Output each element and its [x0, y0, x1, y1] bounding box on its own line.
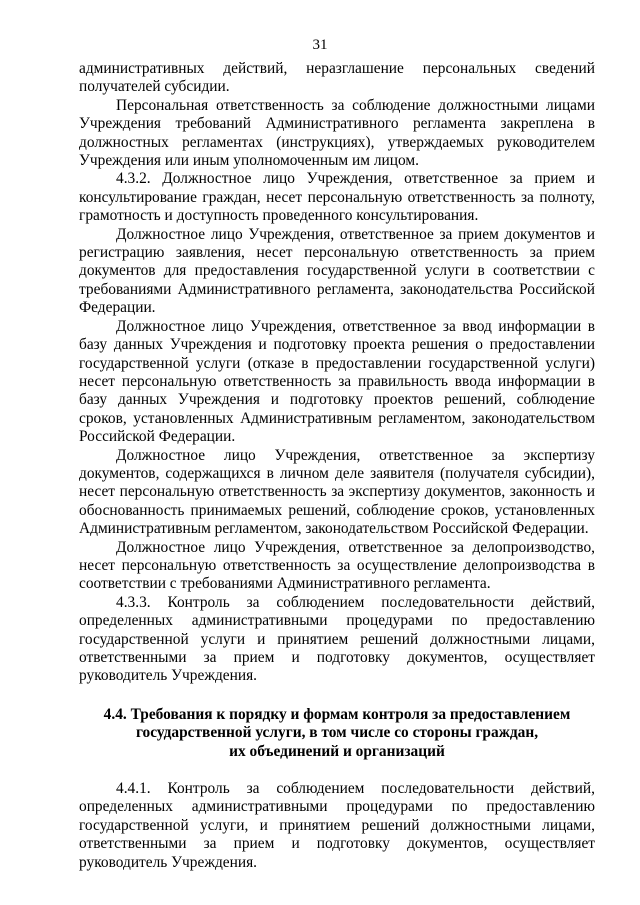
paragraph-4-3-3: 4.3.3. Контроль за соблюдением последовательности действий, определенных административными процедурами по предоставлению государственной услуги и принятием решений должностными лицами, ответственными за прием и подготовку документов, осуществляет руководитель Учреждения.: [79, 593, 595, 685]
section-heading-line: их объединений и организаций: [229, 742, 445, 760]
paragraph-4-3-2: 4.3.2. Должностное лицо Учреждения, ответственное за прием и консультирование граждан, несет персональную ответственность за полноту, грамотность и доступность проведенного консультирования.: [79, 170, 595, 225]
page-number: 31: [312, 37, 328, 53]
paragraph-data-entry: Должностное лицо Учреждения, ответственное за ввод информации в базу данных Учреждения и подготовку проекта решения о предоставлении государственной услуги (отказе в предоставлении государственной услуги) несет персональную ответственность за правильность ввода информации в базу данных Учреждения и подготовку проектов решений, соблюдение сроков, установленных Административным регламентом, законодательством Российской Федерации.: [79, 317, 595, 446]
section-heading-4-4: [79, 706, 595, 761]
paragraph-document-examination: Должностное лицо Учреждения, ответственное за экспертизу документов, содержащихся в личном деле заявителя (получателя субсидии), несет персональную ответственность за экспертизу документов, законность и обоснованность принимаемых решений, соблюдение сроков, установленных Административным регламентом, законодательством Российской Федерации.: [79, 446, 595, 538]
paragraph-continuation: административных действий, неразглашение персональных сведений получателей субсидии.: [79, 60, 595, 96]
section-heading-line: государственной услуги, в том числе со стороны граждан,: [135, 724, 539, 742]
paragraph-4-4-1: 4.4.1. Контроль за соблюдением последовательности действий, определенных административными процедурами по предоставлению государственной услуги, и принятием решений должностными лицами, ответственными за прием и подготовку документов, осуществляет руководитель Учреждения.: [79, 780, 595, 871]
paragraph-personal-responsibility: Персональная ответственность за соблюдение должностными лицами Учреждения требований Административного регламента закреплена в должностных регламентах (инструкциях), утверждаемых руководителем Учреждения или иным уполномоченным им лицом.: [79, 96, 595, 170]
paragraph-document-reception: Должностное лицо Учреждения, ответственное за прием документов и регистрацию заявления, несет персональную ответственность за прием документов для предоставления государственной услуги в соответствии с требованиями Административного регламента, законодательства Российской Федерации.: [79, 225, 595, 317]
document-body: [79, 60, 595, 872]
section-heading-line: 4.4. Требования к порядку и формам контроля за предоставлением: [103, 705, 571, 723]
paragraph-record-keeping: Должностное лицо Учреждения, ответственное за делопроизводство, несет персональную ответственность за осуществление делопроизводства в соответствии с требованиями Административного регламента.: [79, 538, 595, 593]
